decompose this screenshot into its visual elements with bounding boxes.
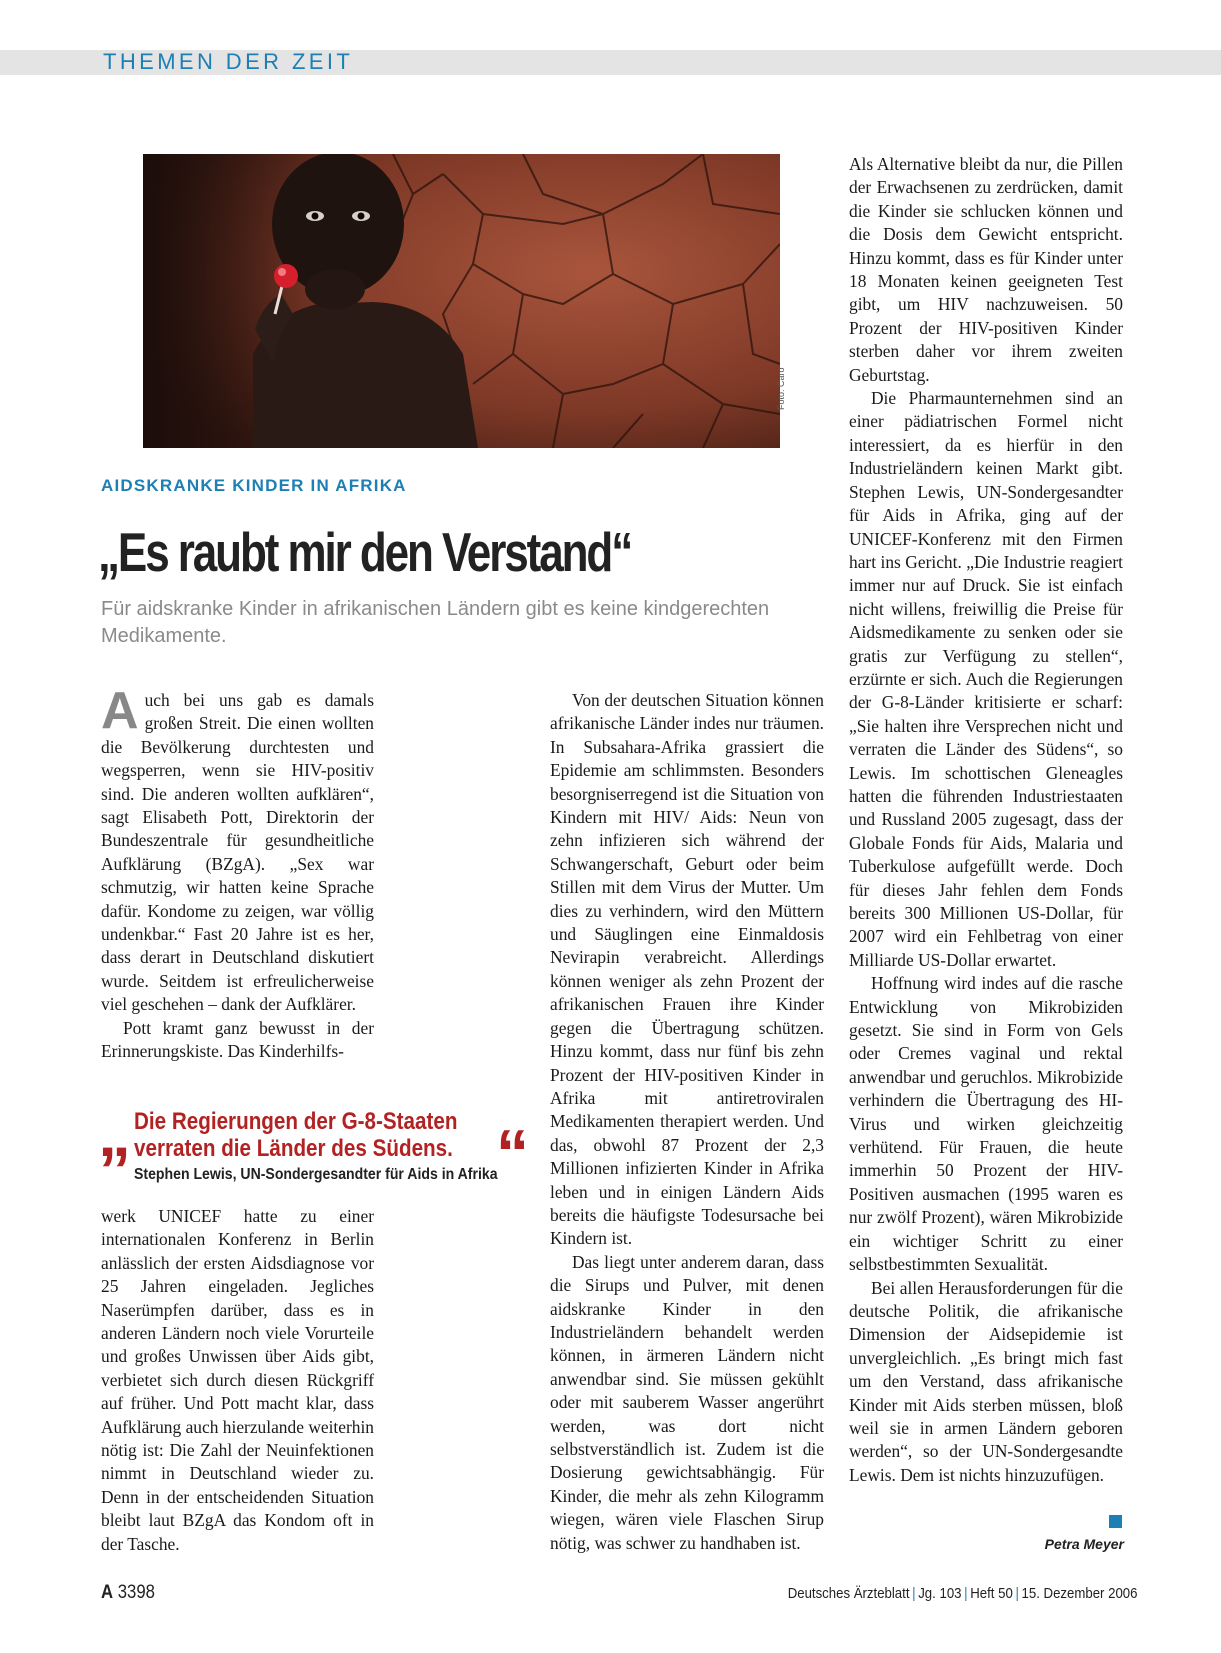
journal-name: Deutsches Ärzteblatt (787, 1585, 910, 1602)
photo-credit: Foto: Caro (776, 367, 786, 410)
footer-separator: | (1015, 1585, 1019, 1602)
footer-info (740, 1585, 1138, 1602)
quote-close-mark: “ (496, 1116, 529, 1190)
paragraph: Hoffnung wird indes auf die rasche Entwicklung von Mikrobiziden gesetzt. Sie sind in Form von Gels oder Cremes vaginal und rektal anwendbar und geruchlos. Mikrobizide verhindern die Übertragung des HI-Virus und wirken gleichzeitig verhütend. Für Frauen, die heute immerhin 50 Prozent der HIV-Positiven ausmachen (1995 waren es nur zwölf Prozent), wären Mikrobizide ein wichtiger Schritt zu einer selbstbestimmten Sexualität. (849, 973, 1123, 1275)
drop-cap: A (101, 682, 139, 740)
article-photo (143, 154, 780, 448)
paragraph: Pott kramt ganz bewusst in der Erinnerungskiste. Das Kinderhilfs- (101, 1017, 374, 1062)
paragraph: Als Alternative bleibt da nur, die Pillen der Erwachsenen zu zerdrücken, damit die Kinder sie schlucken können und die Dosis dem Gewicht entspricht. Hinzu kommt, dass es für Kinder unter 18 Monaten keinen geeigneten Test gibt, um HIV nachzuweisen. 50 Prozent der HIV-positiven Kinder sterben daher vor ihrem zweiten Geburtstag. (849, 154, 1123, 385)
paragraph: Die Pharmaunternehmen sind an einer pädiatrischen Formel nicht interessiert, da es hierfür in den Industrieländern keinen Markt gibt. Stephen Lewis, UN-Sondergesandter für Aids in Afrika, ging auf der UNICEF-Konferenz mit den Firmen hart ins Gericht. „Die Industrie reagiert immer nur auf Druck. Sie ist einfach nicht willens, freiwillig die Preise für Aidsmedikamente zu senken oder sie gratis zur Verfügung zu stellen“, erzürnte er sich. Auch die Regierungen der G-8-Länder kritisierte er scharf: „Sie halten ihre Versprechen nicht und verraten die Länder des Südens“, so Lewis. Im schottischen Gleneagles hatten die führenden Industriestaaten und Russland 2005 zugesagt, dass der Globale Fonds für Aids, Malaria und Tuberkulose aufgefüllt werde. Doch für dieses Jahr fehlen dem Fonds bereits 300 Millionen US-Dollar, für 2007 wird ein Fehlbetrag von einer Milliarde US-Dollar erwartet. (849, 388, 1123, 970)
pull-quote (134, 1108, 478, 1162)
paragraph (101, 682, 374, 1017)
column-3 (849, 153, 1123, 1487)
paragraph: Das liegt unter anderem daran, dass die Sirups und Pulver, mit denen aidskranke Kinder in den Industrieländern behandelt werden können, in ärmeren Ländern nicht anwendbar sind. Sie müssen gekühlt oder mit sauberem Wasser angerührt werden, was dort nicht selbstverständlich ist. Zudem ist die Dosierung gewichtsabhängig. Für Kinder, die mehr als zehn Kilogramm wiegen, wären viele Flaschen Sirup nötig, was schwer zu handhaben ist. (550, 1251, 824, 1553)
journal-date: 15. Dezember 2006 (1021, 1585, 1138, 1602)
photo-illustration (143, 154, 780, 448)
article-headline: „Es raubt mir den Verstand“ (98, 521, 632, 583)
article-subtitle: Für aidskranke Kinder in afrikanischen Ländern gibt es keine kindgerechten Medikamente. (101, 598, 770, 647)
author: Petra Meyer (1044, 1536, 1124, 1552)
footer-separator: | (964, 1585, 968, 1602)
paragraph: Von der deutschen Situation können afrikanische Länder indes nur träumen. In Subsahara-Afrika grassiert die Epidemie am schlimmsten. Besonders besorgniserregend ist die Situation von Kindern mit HIV/ Aids: Neun von zehn infizieren sich während der Schwangerschaft, Geburt oder beim Stillen mit dem Virus der Mutter. Um dies zu verhindern, wird den Müttern und Säuglingen eine Einmaldosis Nevirapin verabreicht. Allerdings können weniger als zehn Prozent der afrikanischen Frauen ihre Kinder gegen die Übertragung schützen. Hinzu kommt, dass nur fünf bis zehn Prozent der HIV-positiven Kinder in Afrika mit antiretroviralen Medikamenten therapiert werden. Und das, obwohl 87 Prozent der 2,3 Millionen infizierten Kinder in Afrika leben und in einigen Ländern Aids bereits die häufigste Todesursache bei Kindern ist. (550, 690, 824, 1249)
paragraph-text: uch bei uns gab es damals großen Streit. Die einen wollten die Bevölkerung durchtesten und wegsperren, wenn sie HIV-positiv sind. Die anderen wollten aufklären“, sagt Elisabeth Pott, Direktorin der Bundeszentrale für gesundheitliche Aufklärung (BZgA). „Sex war schmutzig, wir hatten keine Sprache dafür. Kondome zu zeigen, war völlig undenkbar.“ Fast 20 Jahre ist es her, dass derart in Deutschland diskutiert wurde. Seitdem ist erfreulicherweise viel geschehen – dank der Aufklärer. (101, 690, 374, 1015)
page-number-value: 3398 (117, 1582, 155, 1603)
page-prefix: A (101, 1582, 114, 1603)
page-number (101, 1582, 155, 1604)
article-kicker: AIDSKRANKE KINDER IN AFRIKA (101, 476, 407, 495)
pull-quote-line: Die Regierungen der G-8-Staaten (134, 1108, 458, 1135)
paragraph: werk UNICEF hatte zu einer internationalen Konferenz in Berlin anlässlich der ersten Aidsdiagnose vor 25 Jahren eingeladen. Jegliches Naserümpfen darüber, dass es in anderen Ländern noch viele Vorurteile und großes Unwissen über Aids gibt, verbietet sich durch diesen Rückgriff auf früher. Und Pott macht klar, dass Aufklärung auch hierzulande weiterhin nötig ist: Die Zahl der Neuinfektionen nimmt in Deutschland wieder zu. Denn in der entscheidenden Situation bleibt laut BZgA das Kondom oft in der Tasche. (101, 1206, 374, 1554)
footer-separator: | (912, 1585, 916, 1602)
quote-open-mark: „ (98, 1096, 131, 1170)
pull-quote-line: verraten die Länder des Südens. (134, 1135, 453, 1162)
column-2 (550, 689, 824, 1555)
end-of-article-mark (1109, 1515, 1122, 1528)
section-label: THEMEN DER ZEIT (103, 49, 354, 74)
journal-issue: Heft 50 (970, 1585, 1013, 1602)
paragraph: Bei allen Herausforderungen für die deutsche Politik, die afrikanische Dimension der Aidsepidemie ist unvergleichlich. „Es bringt mich fast um den Verstand, dass afrikanische Kinder mit Aids sterben müssen, bloß weil sie in armen Ländern geboren werden“, so der UN-Sondergesandte Lewis. Dem ist nichts hinzuzufügen. (849, 1277, 1123, 1485)
column-1-bottom (101, 1205, 374, 1556)
pull-quote-attribution: Stephen Lewis, UN-Sondergesandter für Aids in Afrika (134, 1166, 498, 1183)
journal-volume: Jg. 103 (918, 1585, 962, 1602)
column-1-top (101, 682, 374, 1064)
